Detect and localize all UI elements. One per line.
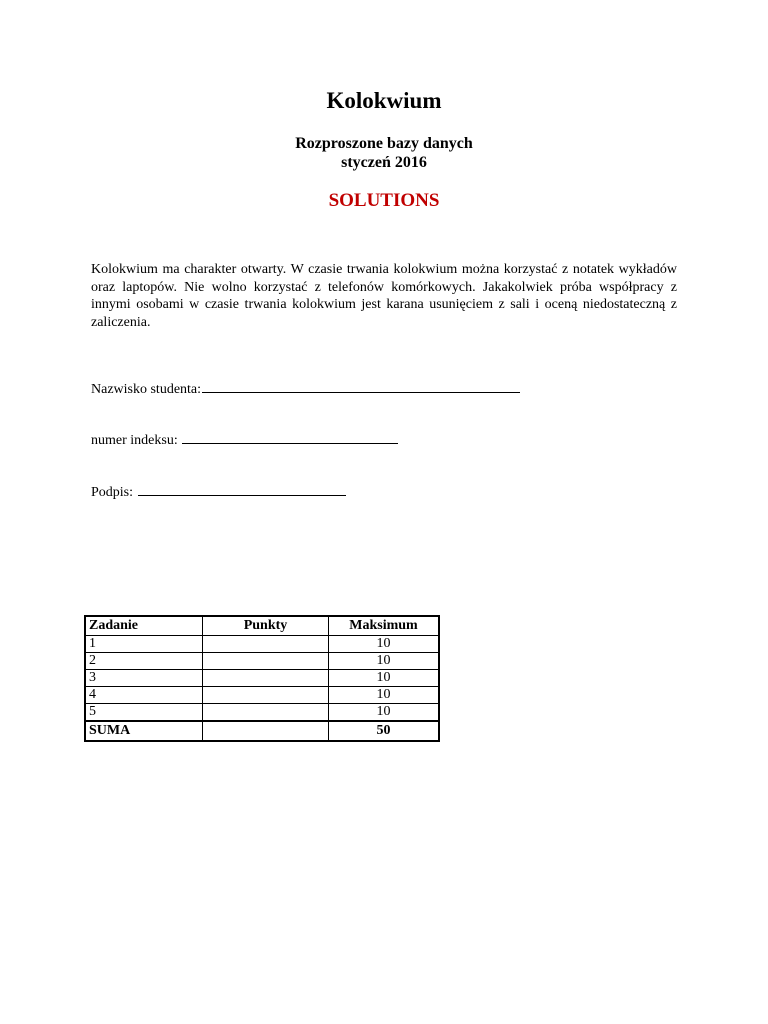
task-cell: 3 — [85, 670, 203, 687]
total-label-cell: SUMA — [85, 721, 203, 741]
points-cell — [203, 704, 329, 722]
student-name-field — [91, 379, 520, 399]
max-cell: 10 — [329, 653, 440, 670]
index-number-blank — [182, 430, 398, 444]
student-name-blank — [202, 379, 520, 393]
points-cell — [203, 636, 329, 653]
points-cell — [203, 670, 329, 687]
score-table — [84, 615, 440, 742]
task-cell: 5 — [85, 704, 203, 722]
score-total-row — [85, 721, 439, 741]
points-cell — [203, 653, 329, 670]
exam-rules-paragraph: Kolokwium ma charakter otwarty. W czasie trwania kolokwium można korzystać z notatek wykładów oraz laptopów. Nie wolno korzystać z telefonów komórkowych. Jakakolwiek próba współpracy z innymi osobami w czasie trwania kolokwium jest karana usunięciem z sali i oceną niedostateczną z zaliczenia. — [91, 262, 677, 330]
signature-label: Podpis: — [91, 485, 137, 500]
signature-blank — [138, 482, 346, 496]
signature-field — [91, 482, 346, 502]
total-points-cell — [203, 721, 329, 741]
task-cell: 1 — [85, 636, 203, 653]
header-max: Maksimum — [329, 616, 440, 636]
max-cell: 10 — [329, 636, 440, 653]
table-row — [85, 687, 439, 704]
max-cell: 10 — [329, 704, 440, 722]
solutions-heading: SOLUTIONS — [328, 190, 440, 211]
max-cell: 10 — [329, 670, 440, 687]
header-points: Punkty — [203, 616, 329, 636]
header-task: Zadanie — [85, 616, 203, 636]
points-cell — [203, 687, 329, 704]
task-cell: 4 — [85, 687, 203, 704]
index-number-label: numer indeksu: — [91, 433, 182, 448]
exam-date: styczeń 2016 — [341, 154, 427, 171]
table-row — [85, 670, 439, 687]
table-row — [85, 636, 439, 653]
total-max-cell: 50 — [329, 721, 440, 741]
score-table-header — [85, 616, 439, 636]
task-cell: 2 — [85, 653, 203, 670]
course-name: Rozproszone bazy danych — [295, 135, 473, 152]
table-row — [85, 653, 439, 670]
max-cell: 10 — [329, 687, 440, 704]
student-name-label: Nazwisko studenta: — [91, 382, 202, 397]
table-row — [85, 704, 439, 722]
page-title: Kolokwium — [326, 88, 442, 113]
index-number-field — [91, 430, 398, 450]
